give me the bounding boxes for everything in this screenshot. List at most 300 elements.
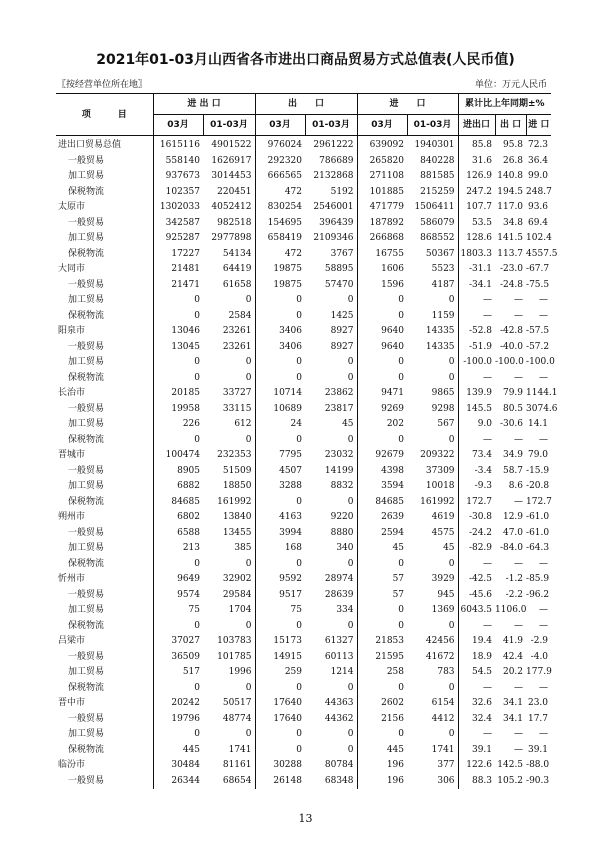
cell-total-month: 0: [194, 558, 200, 569]
cell-export-cum: 60113: [305, 650, 357, 666]
cell-yoy-import: -75.5: [526, 279, 550, 290]
cell-total-cum: 33727: [203, 386, 255, 402]
cell-yoy-export: 34.1: [502, 698, 524, 708]
cell-export-cum: 28974: [305, 572, 357, 588]
cell-yoy-export: —: [514, 434, 524, 445]
row-label: 保税物流: [56, 371, 153, 387]
cell-yoy-import: —: [539, 434, 549, 445]
cell-yoy-export: -24.8: [499, 279, 524, 290]
cell-import-month: 0: [398, 682, 405, 693]
cell-total-month: 9574: [177, 589, 200, 600]
row-label: 加工贸易: [56, 603, 153, 619]
cell-export-cum: 1214: [305, 665, 357, 681]
cell-import-cum: 868552: [407, 231, 458, 247]
table-row: [56, 588, 551, 604]
table-row: [56, 247, 551, 263]
row-label: 一般贸易: [56, 712, 153, 728]
table-row: [56, 541, 551, 557]
row-label: 加工贸易: [56, 169, 153, 185]
cell-export-cum: 8927: [305, 324, 357, 340]
cell-total-cum: 3014453: [203, 169, 255, 185]
cell-yoy-total: 9.0: [477, 419, 493, 429]
table-row: [56, 433, 551, 449]
header-total-cum: 01-03月: [203, 115, 255, 136]
cell-import-month: 2639: [381, 512, 405, 522]
table-row: [56, 386, 551, 402]
cell-yoy-import: 99.0: [527, 171, 549, 181]
row-label: 吕梁市: [56, 634, 153, 650]
header-import: 进 口: [357, 94, 458, 115]
cell-import-cum: 1159: [407, 309, 458, 325]
cell-total-cum: 61658: [203, 278, 255, 294]
cell-yoy-export: 79.9: [502, 388, 524, 398]
cell-import-cum: 50367: [407, 247, 458, 263]
header-total: 进 出 口: [153, 94, 255, 115]
row-label: 加工贸易: [56, 355, 153, 371]
cell-import-month: 57: [392, 574, 405, 584]
cell-import-cum: 881585: [407, 169, 458, 185]
table-row: [56, 200, 551, 216]
row-label: 一般贸易: [56, 154, 153, 170]
header-item: 项 目: [56, 94, 153, 136]
cell-export-cum: 45: [305, 417, 357, 433]
row-label: 保税物流: [56, 433, 153, 449]
table-row: [56, 262, 551, 278]
cell-yoy-import: -20.8: [526, 481, 550, 491]
page-number: 13: [298, 812, 313, 825]
cell-export-month: 0: [296, 558, 302, 569]
cell-import-month: 196: [386, 775, 405, 786]
cell-import-month: 202: [386, 419, 405, 429]
cell-total-cum: 0: [203, 293, 255, 309]
cell-yoy-export: -2.2: [505, 589, 524, 600]
cell-import-month: 2594: [381, 527, 405, 538]
row-label: 临汾市: [56, 758, 153, 774]
cell-yoy-export: 34.8: [502, 217, 524, 228]
table-row: [56, 479, 551, 495]
cell-import-month: 0: [398, 558, 405, 569]
cell-total-month: 213: [182, 543, 200, 553]
cell-total-month: 226: [182, 419, 200, 429]
table-row: [56, 743, 551, 759]
cell-export-cum: 80784: [305, 758, 357, 774]
cell-yoy-total: 139.9: [466, 388, 493, 398]
cell-yoy-total: —: [483, 620, 493, 631]
row-label: 一般贸易: [56, 216, 153, 232]
cell-import-month: 3594: [381, 481, 405, 491]
cell-total-month: 0: [194, 434, 200, 445]
cell-yoy-import: -4.0: [530, 651, 549, 662]
row-label: 一般贸易: [56, 650, 153, 666]
cell-yoy-total: 1803.3: [460, 248, 493, 259]
row-label: 一般贸易: [56, 278, 153, 294]
cell-import-cum: 4187: [407, 278, 458, 294]
cell-export-cum: 57470: [305, 278, 357, 294]
cell-yoy-export: —: [514, 372, 524, 383]
cell-total-cum: 4052412: [203, 200, 255, 216]
cell-yoy-total: —: [483, 729, 493, 739]
table-row: [56, 293, 551, 309]
header-yoy: 累计比上年同期±%: [458, 94, 551, 115]
cell-import-month: 266868: [369, 233, 405, 243]
cell-export-cum: 23862: [305, 386, 357, 402]
cell-total-cum: 982518: [203, 216, 255, 232]
cell-total-month: 0: [194, 357, 200, 367]
cell-total-cum: 0: [203, 557, 255, 573]
cell-export-month: 24: [290, 419, 302, 429]
table-row: [56, 758, 551, 774]
cell-export-month: 75: [290, 605, 302, 615]
cell-export-cum: 0: [305, 433, 357, 449]
cell-yoy-export: —: [514, 295, 524, 305]
page-title: 2021年01-03月山西省各市进出口商品贸易方式总值表(人民币值): [96, 52, 515, 68]
cell-import-cum: 567: [407, 417, 458, 433]
table-row: [56, 510, 551, 526]
row-label: 保税物流: [56, 185, 153, 201]
cell-import-month: 0: [398, 295, 405, 305]
cell-total-cum: 23261: [203, 324, 255, 340]
cell-yoy-import: -61.0: [526, 512, 550, 522]
cell-yoy-total: 88.3: [471, 775, 493, 786]
cell-yoy-total: 172.7: [466, 496, 493, 507]
cell-yoy-total: —: [483, 372, 493, 383]
cell-import-month: 0: [398, 605, 405, 615]
cell-export-month: 15173: [273, 636, 302, 646]
cell-export-month: 472: [284, 248, 302, 259]
cell-import-month: 9269: [381, 403, 405, 414]
cell-import-cum: 4575: [407, 526, 458, 542]
cell-total-cum: 220451: [203, 185, 255, 201]
cell-yoy-import: -2.9: [530, 636, 549, 646]
table-row: [56, 495, 551, 511]
header-yoy-total: 进出口: [458, 115, 495, 136]
cell-yoy-total: -42.5: [468, 574, 493, 584]
cell-export-cum: 44362: [305, 712, 357, 728]
row-label: 忻州市: [56, 572, 153, 588]
cell-yoy-export: 117.0: [497, 202, 524, 212]
row-label: 保税物流: [56, 557, 153, 573]
row-label: 加工贸易: [56, 231, 153, 247]
cell-total-month: 6588: [177, 527, 200, 538]
cell-export-month: 0: [296, 496, 302, 507]
cell-export-cum: 14199: [305, 464, 357, 480]
cell-export-cum: 28639: [305, 588, 357, 604]
cell-yoy-import: -85.9: [526, 574, 550, 584]
cell-import-cum: 9865: [407, 386, 458, 402]
cell-export-cum: 58895: [305, 262, 357, 278]
cell-export-month: 259: [284, 667, 302, 677]
cell-import-cum: 3929: [407, 572, 458, 588]
cell-import-month: 0: [398, 310, 405, 321]
cell-yoy-total: 19.4: [471, 636, 493, 646]
cell-yoy-import: —: [539, 729, 549, 739]
cell-yoy-import: 102.4: [526, 233, 552, 243]
cell-export-month: 0: [296, 310, 302, 321]
cell-import-month: 258: [386, 667, 405, 677]
cell-import-month: 9471: [381, 388, 405, 398]
cell-yoy-import: 177.9: [526, 667, 552, 677]
table-row: [56, 136, 551, 154]
table-row: [56, 340, 551, 356]
cell-import-month: 0: [398, 357, 405, 367]
cell-total-cum: 64419: [203, 262, 255, 278]
cell-yoy-export: —: [514, 744, 524, 755]
cell-yoy-export: -42.8: [499, 326, 524, 336]
cell-total-month: 19958: [171, 403, 200, 414]
row-label: 大同市: [56, 262, 153, 278]
row-label: 晋中市: [56, 696, 153, 712]
table-row: [56, 309, 551, 325]
cell-yoy-export: 34.1: [502, 713, 524, 724]
row-label: 一般贸易: [56, 402, 153, 418]
cell-export-month: 0: [296, 744, 302, 755]
cell-total-cum: 51509: [203, 464, 255, 480]
row-label: 一般贸易: [56, 526, 153, 542]
cell-yoy-import: —: [539, 558, 549, 569]
table-row: [56, 278, 551, 294]
cell-import-month: 9640: [381, 341, 405, 352]
cell-yoy-export: 20.2: [502, 667, 524, 677]
cell-export-month: 0: [296, 620, 302, 631]
cell-yoy-export: 34.9: [502, 450, 524, 460]
cell-import-month: 265820: [369, 155, 405, 166]
row-label: 进出口贸易总值: [56, 136, 153, 154]
cell-export-cum: 3767: [305, 247, 357, 263]
cell-total-month: 9649: [177, 574, 200, 584]
cell-yoy-total: -52.8: [468, 326, 493, 336]
cell-import-month: 57: [392, 589, 405, 600]
cell-yoy-import: 23.0: [527, 698, 549, 708]
cell-yoy-total: -3.4: [474, 465, 493, 476]
cell-import-cum: 45: [407, 541, 458, 557]
cell-yoy-total: -9.3: [474, 481, 493, 491]
cell-export-month: 0: [296, 372, 302, 383]
cell-yoy-import: 248.7: [526, 186, 552, 197]
unit-note: 单位：万元人民币: [474, 80, 547, 90]
cell-import-cum: 1506411: [407, 200, 458, 216]
table-row: [56, 448, 551, 464]
header-export-cum: 01-03月: [305, 115, 357, 136]
cell-import-cum: 586079: [407, 216, 458, 232]
cell-yoy-total: -24.2: [468, 527, 493, 538]
cell-yoy-import: —: [539, 682, 549, 693]
table-row: [56, 650, 551, 666]
header-export-month: 03月: [255, 115, 305, 136]
cell-yoy-import: —: [539, 605, 549, 615]
cell-total-month: 21481: [171, 264, 200, 274]
cell-yoy-import: -88.0: [526, 760, 550, 770]
cell-yoy-total: 107.7: [466, 202, 493, 212]
cell-import-cum: 1940301: [407, 136, 458, 154]
header-yoy-import: 进 口: [528, 120, 550, 130]
table-row: [56, 371, 551, 387]
cell-import-cum: 9298: [407, 402, 458, 418]
row-label: 朔州市: [56, 510, 153, 526]
cell-yoy-export: -23.0: [499, 264, 524, 274]
table-row: [56, 774, 551, 790]
cell-import-cum: 840228: [407, 154, 458, 170]
cell-yoy-import: 14.1: [527, 419, 549, 429]
cell-total-cum: 33115: [203, 402, 255, 418]
cell-import-cum: 1369: [407, 603, 458, 619]
cell-export-cum: 0: [305, 727, 357, 743]
cell-total-month: 13045: [171, 341, 200, 352]
cell-yoy-export: 95.8: [502, 140, 524, 150]
table-body: [56, 136, 558, 790]
cell-total-month: 36509: [171, 651, 200, 662]
cell-yoy-total: 32.6: [471, 698, 493, 708]
cell-export-month: 0: [296, 357, 302, 367]
cell-export-month: 3994: [279, 527, 302, 538]
header-import-month: 03月: [357, 115, 407, 136]
row-label: 保税物流: [56, 247, 153, 263]
cell-yoy-total: —: [483, 434, 493, 445]
cell-yoy-export: —: [514, 496, 524, 507]
cell-total-month: 0: [194, 295, 200, 305]
cell-export-cum: 0: [305, 619, 357, 635]
cell-yoy-import: 69.4: [527, 217, 549, 228]
cell-yoy-export: 8.6: [508, 481, 524, 491]
table-row: [56, 619, 551, 635]
cell-export-cum: 23817: [305, 402, 357, 418]
cell-yoy-export: -84.0: [499, 543, 524, 553]
cell-yoy-total: 53.5: [471, 217, 493, 228]
cell-yoy-total: 39.1: [471, 744, 493, 755]
cell-yoy-total: 32.4: [471, 713, 493, 724]
cell-total-month: 21471: [171, 279, 200, 290]
cell-total-cum: 13840: [203, 510, 255, 526]
cell-export-cum: 8880: [305, 526, 357, 542]
cell-total-month: 0: [194, 682, 200, 693]
cell-total-month: 20242: [171, 698, 200, 708]
cell-import-month: 2156: [381, 713, 405, 724]
cell-total-cum: 103783: [203, 634, 255, 650]
cell-export-cum: 0: [305, 371, 357, 387]
cell-total-month: 19796: [171, 713, 200, 724]
header-total-month: 03月: [153, 115, 203, 136]
trade-table: [56, 93, 558, 789]
cell-import-month: 2602: [381, 698, 405, 708]
row-label: 保税物流: [56, 495, 153, 511]
cell-total-month: 937673: [165, 171, 200, 181]
cell-yoy-import: -61.0: [526, 527, 550, 538]
cell-total-cum: 612: [203, 417, 255, 433]
cell-import-month: 1596: [381, 279, 405, 290]
cell-import-cum: 0: [407, 681, 458, 697]
cell-export-cum: 2961222: [305, 136, 357, 154]
cell-yoy-import: -96.2: [526, 589, 550, 600]
cell-total-cum: 23261: [203, 340, 255, 356]
table-row: [56, 727, 551, 743]
cell-export-month: 4163: [279, 512, 302, 522]
cell-total-month: 30484: [171, 760, 200, 770]
cell-export-cum: 68348: [305, 774, 357, 790]
cell-import-cum: 0: [407, 433, 458, 449]
cell-yoy-import: 1144.1: [526, 388, 558, 398]
cell-total-month: 517: [182, 667, 200, 677]
cell-export-cum: 2546001: [305, 200, 357, 216]
cell-export-month: 0: [296, 682, 302, 693]
cell-export-month: 10689: [273, 403, 302, 414]
row-label: 阳泉市: [56, 324, 153, 340]
cell-yoy-export: —: [514, 620, 524, 631]
cell-import-month: 21595: [375, 651, 405, 662]
cell-export-cum: 8927: [305, 340, 357, 356]
cell-yoy-export: 41.9: [502, 636, 524, 646]
cell-total-month: 0: [194, 372, 200, 383]
cell-import-cum: 0: [407, 557, 458, 573]
cell-import-cum: 0: [407, 355, 458, 371]
cell-total-cum: 29584: [203, 588, 255, 604]
cell-yoy-total: 145.5: [466, 403, 493, 414]
cell-total-cum: 1704: [203, 603, 255, 619]
cell-export-cum: 0: [305, 557, 357, 573]
cell-import-month: 4398: [381, 465, 405, 476]
cell-yoy-total: 54.5: [471, 667, 493, 677]
cell-yoy-import: 36.4: [527, 155, 549, 166]
cell-yoy-export: —: [514, 682, 524, 693]
cell-total-cum: 0: [203, 619, 255, 635]
table-row: [56, 324, 551, 340]
cell-export-month: 7795: [279, 450, 302, 460]
cell-import-cum: 42456: [407, 634, 458, 650]
cell-yoy-total: 31.6: [471, 155, 493, 166]
cell-import-cum: 0: [407, 293, 458, 309]
cell-export-month: 10714: [273, 388, 302, 398]
table-row: [56, 712, 551, 728]
cell-total-cum: 1626917: [203, 154, 255, 170]
cell-yoy-export: -1.2: [505, 574, 524, 584]
cell-yoy-import: —: [539, 620, 549, 631]
cell-export-month: 976024: [267, 140, 302, 150]
cell-total-month: 102357: [165, 186, 200, 197]
cell-total-cum: 232353: [203, 448, 255, 464]
cell-export-cum: 2109346: [305, 231, 357, 247]
cell-total-cum: 50517: [203, 696, 255, 712]
cell-import-month: 0: [398, 620, 405, 631]
header-yoy-export: 出 口: [495, 115, 526, 136]
cell-total-cum: 1996: [203, 665, 255, 681]
cell-total-month: 0: [194, 620, 200, 631]
header-export: 出 口: [255, 94, 357, 115]
cell-total-month: 6802: [177, 512, 200, 522]
cell-import-cum: 0: [407, 371, 458, 387]
cell-total-month: 75: [188, 605, 200, 615]
cell-import-cum: 41672: [407, 650, 458, 666]
cell-yoy-export: —: [514, 310, 524, 321]
cell-total-cum: 161992: [203, 495, 255, 511]
table-row: [56, 355, 551, 371]
cell-export-month: 0: [296, 729, 302, 739]
cell-total-month: 17227: [171, 248, 200, 259]
table-row: [56, 231, 551, 247]
cell-export-month: 4507: [279, 465, 302, 476]
cell-import-cum: 209322: [407, 448, 458, 464]
cell-export-cum: 23032: [305, 448, 357, 464]
cell-import-month: 196: [386, 760, 405, 770]
cell-export-month: 30288: [273, 760, 302, 770]
row-label: 晋城市: [56, 448, 153, 464]
cell-yoy-import: 93.6: [527, 202, 549, 212]
cell-import-cum: 5523: [407, 262, 458, 278]
cell-export-month: 26148: [273, 775, 302, 786]
cell-export-month: 666565: [267, 171, 302, 181]
table-row: [56, 696, 551, 712]
cell-total-month: 8905: [177, 465, 200, 476]
cell-import-month: 84685: [375, 496, 405, 507]
cell-import-cum: 14335: [407, 340, 458, 356]
cell-yoy-export: —: [514, 558, 524, 569]
